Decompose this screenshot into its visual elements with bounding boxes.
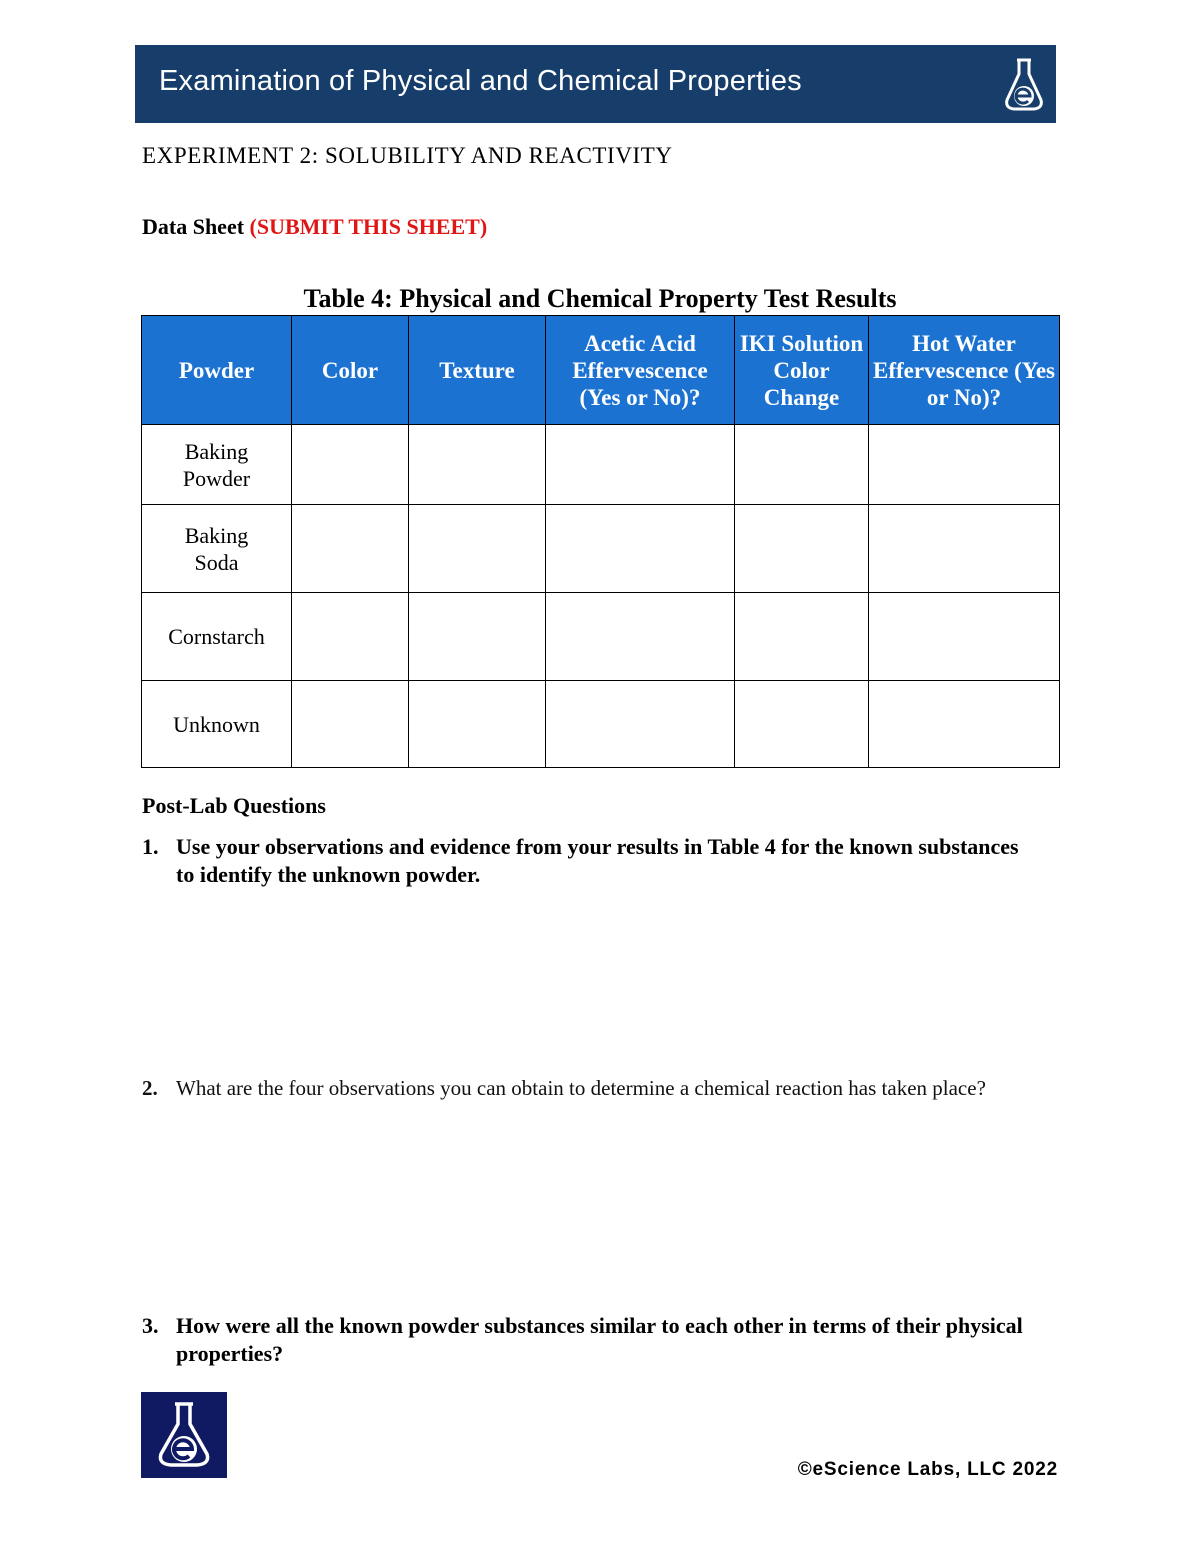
column-header-color: Color [292, 316, 409, 425]
answer-cell-color[interactable] [292, 681, 409, 768]
answer-cell-iki[interactable] [735, 681, 869, 768]
table-row [142, 425, 1060, 505]
powder-cell: Baking Soda [142, 505, 292, 593]
answer-cell-acetic-acid[interactable] [546, 505, 735, 593]
question-number: 1. [142, 834, 159, 859]
answer-cell-iki[interactable] [735, 425, 869, 505]
question-text: What are the four observations you can obtain to determine a chemical reaction has taken place? [176, 1076, 986, 1100]
answer-cell-hot-water[interactable] [869, 505, 1060, 593]
copyright-text: ©eScience Labs, LLC 2022 [797, 1459, 1058, 1480]
answer-cell-acetic-acid[interactable] [546, 593, 735, 681]
answer-cell-color[interactable] [292, 505, 409, 593]
data-sheet-heading [142, 214, 487, 240]
column-header-hot-water: Hot Water Effervescence (Yes or No)? [869, 316, 1060, 425]
answer-cell-texture[interactable] [409, 425, 546, 505]
answer-cell-acetic-acid[interactable] [546, 425, 735, 505]
question-number: 3. [142, 1313, 159, 1338]
answer-cell-iki[interactable] [735, 593, 869, 681]
column-header-powder: Powder [142, 316, 292, 425]
answer-cell-color[interactable] [292, 593, 409, 681]
footer-logo [141, 1392, 227, 1478]
table-row [142, 681, 1060, 768]
answer-cell-hot-water[interactable] [869, 593, 1060, 681]
answer-cell-hot-water[interactable] [869, 425, 1060, 505]
flask-e-icon [1002, 56, 1046, 114]
question-3 [142, 1312, 1042, 1368]
answer-cell-texture[interactable] [409, 505, 546, 593]
table-header-row [142, 316, 1060, 425]
table-row [142, 505, 1060, 593]
column-header-texture: Texture [409, 316, 546, 425]
document-title: Examination of Physical and Chemical Properties [159, 65, 802, 97]
answer-cell-color[interactable] [292, 425, 409, 505]
question-text: How were all the known powder substances similar to each other in terms of their physical properties? [176, 1313, 1023, 1366]
answer-cell-texture[interactable] [409, 593, 546, 681]
answer-cell-acetic-acid[interactable] [546, 681, 735, 768]
answer-cell-texture[interactable] [409, 681, 546, 768]
table-caption: Table 4: Physical and Chemical Property Test Results [303, 284, 897, 313]
header-banner [135, 45, 1056, 123]
question-2 [142, 1075, 1042, 1101]
column-header-acetic-acid: Acetic Acid Effervescence (Yes or No)? [546, 316, 735, 425]
answer-cell-hot-water[interactable] [869, 681, 1060, 768]
table-row [142, 593, 1060, 681]
question-text: Use your observations and evidence from your results in Table 4 for the known substances to identify the unknown powder. [176, 834, 1019, 887]
post-lab-heading: Post-Lab Questions [142, 793, 326, 818]
question-1 [142, 833, 1042, 889]
question-number: 2. [142, 1076, 158, 1100]
data-sheet-label: Data Sheet [142, 214, 245, 239]
powder-cell: Unknown [142, 681, 292, 768]
submit-instruction: (SUBMIT THIS SHEET) [249, 214, 488, 239]
column-header-iki: IKI Solution Color Change [735, 316, 869, 425]
experiment-title: EXPERIMENT 2: SOLUBILITY AND REACTIVITY [142, 143, 673, 168]
results-table [141, 315, 1060, 768]
flask-e-icon [141, 1392, 227, 1478]
powder-cell: Cornstarch [142, 593, 292, 681]
answer-cell-iki[interactable] [735, 505, 869, 593]
powder-cell: Baking Powder [142, 425, 292, 505]
